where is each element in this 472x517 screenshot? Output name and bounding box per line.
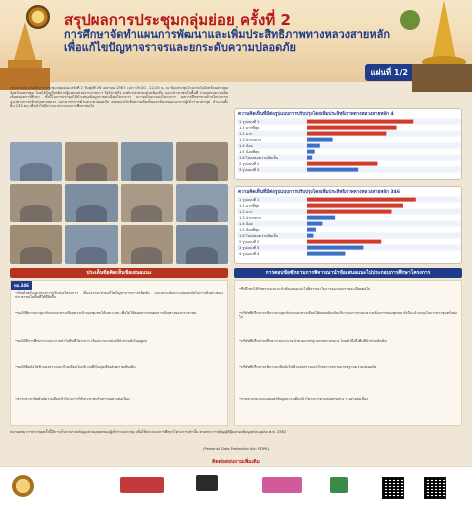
- road-tag: ทล.346: [11, 281, 32, 290]
- chart-row-label: 1.2 มาก: [239, 210, 253, 214]
- golden-pagoda-icon: [398, 0, 472, 92]
- chart-bar: [307, 168, 358, 172]
- chart-row-label: 4 รูปแบบที่ 4: [239, 252, 260, 256]
- comments-heading: ประเด็นข้อคิดเห็นข้อเสนอแนะ: [10, 268, 228, 278]
- comments-column: [10, 280, 228, 426]
- chart-row-label: 1.3 ปานกลาง: [239, 138, 261, 142]
- comments-section: [10, 268, 462, 426]
- response-item: • บริษัทที่ปรึกษาจะพิจารณาจุดกลับรถและทางเชื่อมให้สอดคล้องกับปริมาณจราจรและความต้องการของชุมชน ทั้งนี้จะนำเสนอในการประชุมครั้งต่อไป: [239, 311, 457, 325]
- chart-bar: [307, 132, 386, 136]
- dept-logo: [26, 5, 50, 29]
- chart-row-band: [237, 143, 461, 149]
- contact-heading: ติดต่อสอบถามเพิ่มเติม: [212, 459, 260, 465]
- meeting-photo: [65, 184, 117, 223]
- comment-item: • เห็นด้วยกับแนวทางการปรับปรุงโครงการ เนื่องจากจะช่วยแก้ไขปัญหาการจราจรติดขัด และยกระดับความปลอดภัยในการเดินทางของประชาชนในพื้นที่ให้ดียิ่งขึ้น: [15, 291, 223, 305]
- consultant-logo-3: [262, 477, 302, 493]
- meeting-photo-grid: [10, 142, 228, 264]
- chart-bar: [307, 198, 416, 202]
- header-banner: [0, 0, 472, 82]
- meeting-photo: [121, 184, 173, 223]
- response-item: • บริษัทที่ปรึกษาจะพิจารณาติดตั้งไฟฟ้าแสงสว่างและป้ายจราจรตามมาตรฐานความปลอดภัย: [239, 365, 457, 375]
- chart-bar: [307, 150, 315, 154]
- chart-bar: [307, 246, 363, 250]
- chart-bar: [307, 252, 345, 256]
- summary-section: [10, 86, 462, 264]
- chart-bar: [307, 210, 391, 214]
- chart-row-label: 1.4 น้อย: [239, 222, 253, 226]
- meeting-photo: [65, 225, 117, 264]
- qr-code-icon: [424, 477, 446, 499]
- response-item: • กรมทางหลวงจะเผยแพร่ข้อมูลความคืบหน้าโครงการผ่านช่องทางต่าง ๆ อย่างต่อเนื่อง: [239, 397, 457, 407]
- chart-bar: [307, 216, 335, 220]
- chart-bar: [307, 204, 403, 208]
- chart-row-label: 1.4 น้อย: [239, 144, 253, 148]
- meeting-photo: [10, 184, 62, 223]
- subtitle-line-2: เพื่อแก้ไขปัญหาจราจรและยกระดับความปลอดภัย: [64, 41, 297, 54]
- meeting-photo: [10, 142, 62, 181]
- meeting-photo: [176, 225, 228, 264]
- meeting-photo: [176, 184, 228, 223]
- chart-row-label: 1.2 มาก: [239, 132, 253, 136]
- response-item: • ที่ปรึกษาได้รับทราบและจะนำข้อเสนอแนะไปพิจารณาในการออกแบบรายละเอียดต่อไป: [239, 287, 457, 297]
- pagoda-left-icon: [0, 20, 60, 90]
- subtitle-line-1: การศึกษาจัดทำแผนการพัฒนาและเพิ่มประสิทธิภาพทางหลวงสายหลัก: [64, 28, 390, 41]
- chart-row-band: [237, 221, 461, 227]
- opinion-chart-4-plot: [237, 118, 461, 178]
- pdpa-act-name: (Personal Data Protection Act: PDPA): [203, 447, 269, 451]
- chart-row-label: 1 รูปแบบที่ 1: [239, 120, 260, 124]
- chart-row-label: 1.6 ไม่แสดงความคิดเห็น: [239, 156, 279, 160]
- opinion-chart-4: [234, 108, 462, 180]
- meeting-photo: [121, 142, 173, 181]
- chart-bar: [307, 126, 397, 130]
- chart-bar: [307, 144, 320, 148]
- comment-item: • ขอให้พิจารณาจุดกลับรถและทางเชื่อมทางเข้าออกชุมชนให้เหมาะสม เพื่อไม่ให้ส่งผลกระทบต่อการเดินทางของประชาชน: [15, 311, 223, 325]
- chart-row-label: 3 รูปแบบที่ 3: [239, 246, 260, 250]
- chart-row-label: 1.1 มากที่สุด: [239, 126, 260, 130]
- page-subtitle: [64, 28, 404, 54]
- chart-row-label: 1 รูปแบบที่ 1: [239, 198, 260, 202]
- chart-row-label: 2 รูปแบบที่ 2: [239, 162, 260, 166]
- pdpa-footnote: หมายเหตุ การประชุมครั้งนี้มีการเก็บรวบรวมข้อมูลส่วนบุคคลของผู้เข้าร่วมประชุม เพื่อใช้ประกอบการศึกษาโครงการเท่านั้น ตามพระราชบัญญัติคุ้มครองข้อมูลส่วนบุคคล พ.ศ. 2562: [10, 430, 287, 434]
- chart-bar: [307, 234, 313, 238]
- comment-item: • ขอให้มีการศึกษาระบบระบายน้ำในพื้นที่โครงการ เนื่องจากบางช่วงมีน้ำท่วมขังในฤดูฝน: [15, 339, 223, 349]
- chart-row-label: 2 รูปแบบที่ 2: [239, 240, 260, 244]
- chart-row-label: 1.5 น้อยที่สุด: [239, 228, 260, 232]
- opinion-chart-346-plot: [237, 196, 461, 262]
- chart-row-label: 1.1 มากที่สุด: [239, 204, 260, 208]
- meeting-photo: [176, 142, 228, 181]
- qr-code-icon: [382, 477, 404, 499]
- consultant-logo-2: [196, 475, 218, 491]
- chart-row-label: 3 รูปแบบที่ 3: [239, 168, 260, 172]
- footer-logos: [0, 466, 472, 517]
- chart-bar: [307, 120, 413, 124]
- chart-bar: [307, 138, 333, 142]
- comment-item: • ขอให้ติดตั้งไฟฟ้าแสงสว่างและป้ายเตือนในบริเวณที่เป็นจุดเสี่ยงอันตรายเพิ่มเติม: [15, 365, 223, 375]
- meeting-photo: [10, 225, 62, 264]
- comment-item: • ควรประชาสัมพันธ์ความคืบหน้าโครงการให้ประชาชนรับทราบอย่างต่อเนื่อง: [15, 397, 223, 407]
- consultant-logo-1: [120, 477, 164, 493]
- chart-bar: [307, 156, 312, 160]
- chart-row-label: 1.3 ปานกลาง: [239, 216, 261, 220]
- responses-column: [234, 280, 462, 426]
- chart-bar: [307, 240, 381, 244]
- chart-title: ความคิดเห็นที่มีต่อรูปแบบการปรับปรุงโดยเพิ่มประสิทธิภาพทางหลวงสายหลัก 346: [238, 190, 401, 195]
- responses-heading: การตอบข้อซักถามการพิจารณานำข้อเสนอแนะไปประกอบการศึกษาโครงการ: [234, 268, 462, 278]
- chart-bar: [307, 162, 377, 166]
- chart-bar: [307, 228, 316, 232]
- response-item: • บริษัทที่ปรึกษาจะศึกษาระบบระบายน้ำตามมาตรฐานกรมทางหลวง โดยคำนึงถึงพื้นที่น้ำท่วมขังเดิม: [239, 339, 457, 349]
- dept-seal-logo: [12, 475, 34, 497]
- intro-paragraph: กรมทางหลวงได้จัดการประชุมกลุ่มย่อย ครั้งที่ 2 วันพุธที่ 26 เมษายน 2567 เวลา 09.00 - 12.00 น. ณ ห้องประชุมโรงแรมในจังหวัดนครปฐม จังหวัดนครปฐม โดยได้รับเกียรติจากผู้แทนหน่วยงานราชการ รัฐวิสาหกิจ องค์กรปกครองส่วนท้องถิ่น และประชาชนในพื้นที่ ร่วมแสดงความคิดเห็นต่อผลการศึกษา ทั้งนี้ในการประชุมได้นำเสนอข้อมูลรายละเอียดโครงการ ความเป็นมาของโครงการ ผลการศึกษาทางด้านวิศวกรรม แนวทางการปรับปรุงทางหลวง และมาตรการด้านความปลอดภัย ตลอดจนรับฟังความคิดเห็นและข้อเสนอแนะจากผู้เข้าร่วมประชุม จำนวนทั้งสิ้น 133 คน เพื่อนำไปพิจารณาประกอบการศึกษาต่อไป: [10, 86, 228, 109]
- chart-row-label: 1.6 ไม่แสดงความคิดเห็น: [239, 234, 279, 238]
- meeting-photo: [65, 142, 117, 181]
- chart-bar: [307, 222, 322, 226]
- chart-title: ความคิดเห็นที่มีต่อรูปแบบการปรับปรุงโดยเพิ่มประสิทธิภาพทางหลวงสายหลัก 4: [238, 112, 394, 117]
- meeting-photo: [121, 225, 173, 264]
- consultant-logo-4: [330, 477, 348, 493]
- page-number-badge: แผ่นที่ 1/2: [365, 64, 414, 81]
- page-title: สรุปผลการประชุมกลุ่มย่อย ครั้งที่ 2: [64, 11, 291, 29]
- opinion-chart-346: [234, 186, 462, 264]
- chart-row-label: 1.5 น้อยที่สุด: [239, 150, 260, 154]
